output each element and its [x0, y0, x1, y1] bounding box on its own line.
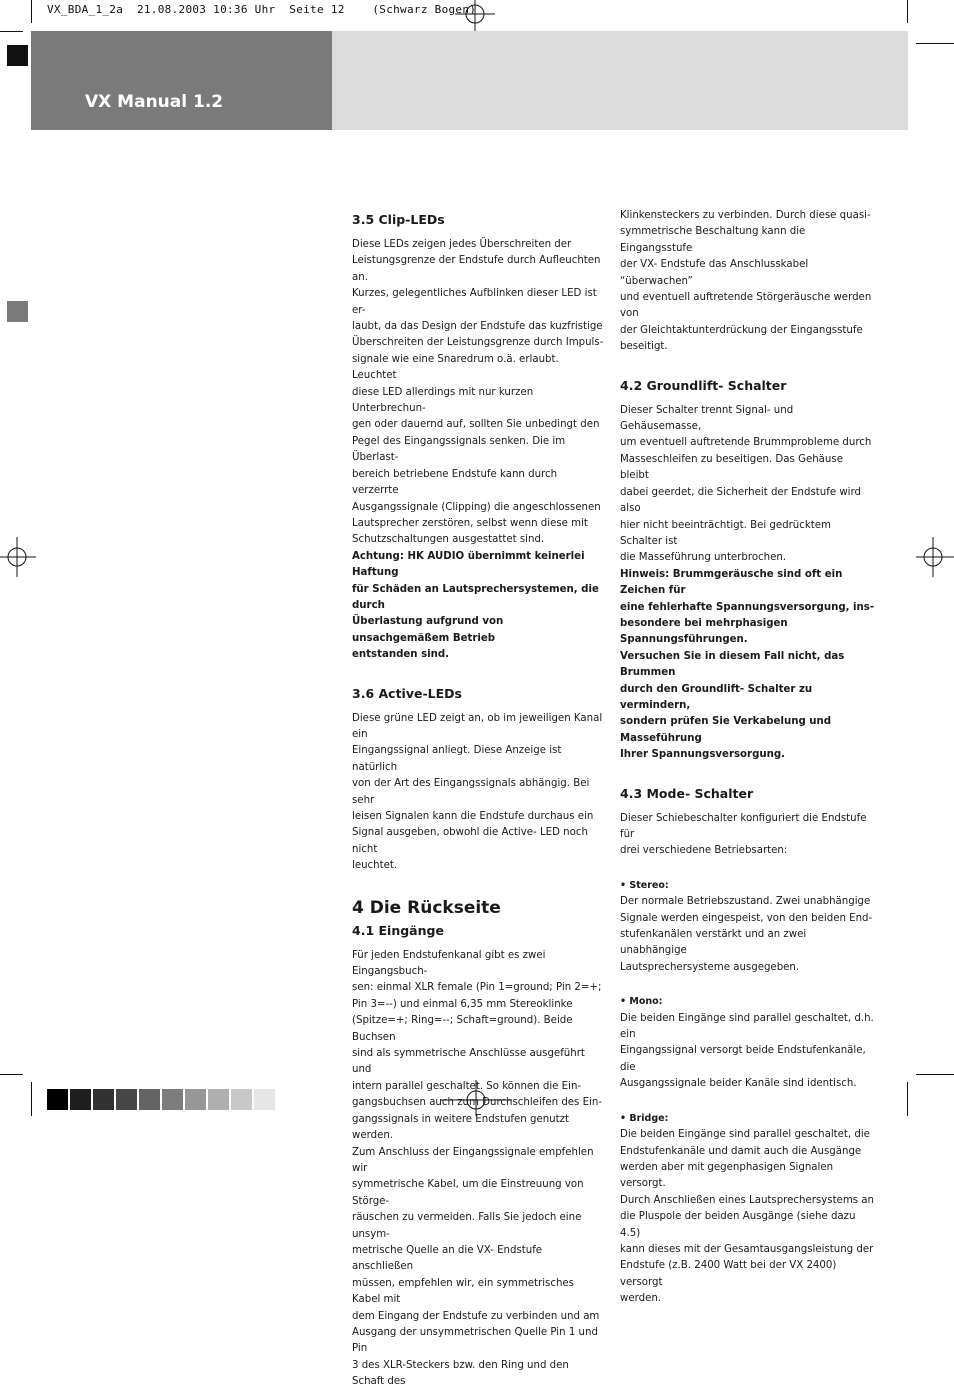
header-band-light [332, 31, 908, 130]
text-line: Ausgang der unsymmetrischen Quelle Pin 1 und Pin [352, 1326, 598, 1355]
text-line: symmetrische Beschaltung kann die Eingangsstufe [620, 226, 806, 254]
gray-swatch [116, 1089, 137, 1110]
text-line: hier nicht beeinträchtigt. Bei gedrücktem Schalter ist [620, 519, 831, 547]
text-line: sind als symmetrische Anschlüsse ausgeführt und [352, 1048, 585, 1076]
text-line: stufenkanälen verstärkt und an zwei unabhängige [620, 929, 807, 957]
text-line: müssen, empfehlen wir, ein symmetrisches Kabel mit [352, 1277, 574, 1306]
text-line: kann dieses mit der Gesamtausgangsleistung der [620, 1243, 874, 1255]
text-line: gangssignals in weitere Endstufen genutzt werden. [352, 1113, 569, 1142]
hint-line: Hinweis: Brummgeräusche sind oft ein Zeichen für [620, 568, 843, 597]
mode-label-bridge: • Bridge: [620, 1112, 669, 1124]
hint-line: besondere bei mehrphasigen Spannungsführungen. [620, 617, 788, 646]
text-line: Leistungsgrenze der Endstufe durch Aufleuchten an. [352, 255, 601, 283]
mode-bridge-body [620, 1127, 875, 1307]
section-3-5-body [352, 237, 604, 664]
text-line: räuschen zu vermeiden. Falls Sie jedoch eine unsym- [352, 1212, 582, 1240]
registration-mark-right [916, 537, 954, 577]
text-line: (Spitze=+; Ring=--; Schaft=ground). Beide Buchsen [352, 1015, 573, 1043]
crop-mark [907, 1082, 908, 1116]
hint-line: eine fehlerhafte Spannungsversorgung, ins- [620, 601, 875, 613]
text-line: Dieser Schalter trennt Signal- und Gehäusemasse, [620, 404, 794, 433]
section-heading: 3.5 Clip-LEDs [352, 212, 445, 227]
section-heading: 4.2 Groundlift- Schalter [620, 377, 787, 393]
text-line: signale wie eine Snaredrum o.ä. erlaubt. Leuchtet [352, 353, 559, 382]
text-line: Masseschleifen zu beseitigen. Das Gehäuse bleibt [620, 453, 843, 482]
text-line: dabei geerdet, die Sicherheit der Endstufe wird also [620, 486, 861, 515]
registration-mark-top [455, 0, 495, 32]
text-line: sen: einmal XLR female (Pin 1=ground; Pin 2=+; [352, 982, 602, 994]
text-line: beseitigt. [620, 341, 668, 353]
text-line: Diese LEDs zeigen jedes Überschreiten der [352, 239, 572, 250]
text-line: Diese grüne LED zeigt an, ob im jeweiligen Kanal ein [352, 712, 603, 740]
text-line: symmetrische Kabel, um die Einstreuung von Störge- [352, 1179, 584, 1207]
hint-line: durch den Groundlift- Schalter zu vermindern, [620, 683, 813, 711]
text-line: um eventuell auftretende Brummprobleme durch [620, 437, 872, 449]
text-line: laubt, da das Design der Endstufe das kuzfristige [352, 321, 603, 333]
warning-line: Überlastung aufgrund von unsachgemäßem Betrieb [352, 616, 504, 644]
hint-line: sondern prüfen Sie Verkabelung und Masseführung [620, 716, 832, 744]
section-3-6-body [352, 711, 604, 875]
text-line: Eingangssignal versorgt beide Endstufenkanäle, die [620, 1045, 866, 1073]
left-column [352, 212, 604, 1391]
text-line: Zum Anschluss der Eingangssignale empfehlen wir [352, 1146, 594, 1174]
margin-marker-gray [7, 301, 28, 322]
section-heading: 3.6 Active-LEDs [352, 685, 462, 701]
text-line: werden. [620, 1293, 662, 1305]
right-column [620, 208, 875, 1308]
text-line: dem Eingang der Endstufe zu verbinden und am [352, 1310, 600, 1322]
crop-mark [31, 1082, 32, 1116]
text-line: Ausgangssignale (Clipping) die angeschlossenen [352, 501, 601, 513]
text-line: metrische Quelle an die VX- Endstufe anschließen [352, 1244, 543, 1273]
gray-swatch [70, 1089, 91, 1110]
text-line: und eventuell auftretende Störgeräusche werden von [620, 292, 872, 320]
crop-mark [916, 1074, 954, 1075]
text-line: Der normale Betriebszustand. Zwei unabhängige [620, 896, 871, 908]
text-line: Überschreiten der Leistungsgrenze durch Impuls- [352, 337, 604, 349]
warning-line: entstanden sind. [352, 649, 450, 661]
text-line: Pegel des Eingangssignals senken. Die im Überlast- [352, 435, 566, 464]
text-line: Endstufe (z.B. 2400 Watt bei der VX 2400) versorgt [620, 1260, 837, 1288]
gray-swatch [208, 1089, 229, 1110]
mode-label-mono: • Mono: [620, 996, 663, 1008]
chapter-heading: 4 Die Rückseite [352, 897, 501, 918]
print-slug: VX_BDA_1_2a 21.08.2003 10:36 Uhr Seite 12 (Schwarz Bogen) [47, 3, 477, 16]
text-line: gen oder dauernd auf, sollten Sie unbedingt den [352, 419, 600, 431]
text-line: die Pluspole der beiden Ausgänge (siehe dazu 4.5) [620, 1211, 856, 1239]
text-line: Kurzes, gelegentliches Aufblinken dieser LED ist er- [352, 288, 597, 316]
crop-mark [0, 31, 23, 32]
text-line: werden aber mit gegenphasigen Signalen versorgt. [620, 1161, 834, 1190]
crop-mark [0, 1074, 23, 1075]
header-band-dark [31, 31, 332, 130]
text-line: Pin 3=--) und einmal 6,35 mm Stereoklinke [352, 998, 573, 1010]
gray-swatch [254, 1089, 275, 1110]
gray-swatch [231, 1089, 252, 1110]
warning-line: für Schäden an Lautsprechersystemen, die durch [352, 583, 599, 611]
text-line: Signale werden eingespeist, von den beiden End- [620, 912, 873, 924]
section-4-1-continued [620, 208, 875, 356]
gray-swatch [93, 1089, 114, 1110]
hint-line: Ihrer Spannungsversorgung. [620, 749, 786, 761]
text-line: leisen Signalen kann die Endstufe durchaus ein [352, 811, 594, 822]
mode-mono-body [620, 1011, 875, 1093]
crop-mark [916, 43, 954, 44]
text-line: 3 des XLR-Steckers bzw. den Ring und den Schaft des [352, 1359, 569, 1388]
text-line: Endstufenkanäle und damit auch die Ausgänge [620, 1145, 862, 1157]
text-line: gangsbuchsen auch zum Durchschleifen des Ein- [352, 1097, 603, 1109]
text-line: intern parallel geschaltet. So können die Ein- [352, 1080, 582, 1092]
text-line: Eingangssignal anliegt. Diese Anzeige ist natürlich [352, 745, 562, 773]
section-4-1-body [352, 948, 604, 1391]
text-line: Schutzschaltungen ausgestattet sind. [352, 534, 545, 546]
gray-swatch [139, 1089, 160, 1110]
text-line: Klinkensteckers zu verbinden. Durch diese quasi- [620, 210, 871, 221]
text-line: Lautsprecher zerstören, selbst wenn diese mit [352, 517, 588, 529]
text-line: Lautsprechersysteme ausgegeben. [620, 961, 800, 973]
text-line: Die beiden Eingänge sind parallel geschaltet, d.h. ein [620, 1012, 874, 1041]
text-line: Durch Anschließen eines Lautsprechersystems an [620, 1194, 874, 1206]
text-line: Die beiden Eingänge sind parallel geschaltet, die [620, 1129, 870, 1141]
crop-mark [31, 0, 32, 23]
text-line: der VX- Endstufe das Anschlusskabel “überwachen” [620, 259, 809, 287]
text-line: drei verschiedene Betriebsarten: [620, 845, 788, 857]
text-line: Für jeden Endstufenkanal gibt es zwei Eingangsbuch- [352, 949, 546, 978]
gray-swatch [185, 1089, 206, 1110]
gray-swatch [47, 1089, 68, 1110]
text-line: leuchtet. [352, 860, 398, 872]
crop-mark [907, 0, 908, 23]
section-heading: 4.1 Eingänge [352, 922, 444, 938]
text-line: der Gleichtaktunterdrückung der Eingangsstufe [620, 324, 863, 336]
text-line: Ausgangssignale beider Kanäle sind identisch. [620, 1078, 857, 1090]
hint-line: Versuchen Sie in diesem Fall nicht, das Brummen [620, 650, 845, 679]
grayscale-swatches [47, 1089, 277, 1110]
text-line: Dieser Schiebeschalter konfiguriert die Endstufe für [620, 812, 867, 840]
text-line: die Masseführung unterbrochen. [620, 552, 787, 564]
text-line: bereich betriebene Endstufe kann durch verzerrte [352, 468, 558, 497]
section-4-2-body [620, 403, 875, 764]
mode-stereo-body [620, 894, 875, 976]
mode-label-stereo: • Stereo: [620, 879, 669, 891]
manual-title: VX Manual 1.2 [85, 92, 224, 112]
section-4-3-body [620, 811, 875, 860]
text-line: Signal ausgeben, obwohl die Active- LED noch nicht [352, 827, 588, 855]
registration-mark-left [0, 537, 36, 577]
text-line: von der Art des Eingangssignals abhängig. Bei sehr [352, 778, 590, 806]
text-line: diese LED allerdings mit nur kurzen Unterbrechun- [352, 386, 534, 415]
margin-marker-black [7, 45, 28, 66]
section-heading: 4.3 Mode- Schalter [620, 785, 754, 801]
warning-line: Achtung: HK AUDIO übernimmt keinerlei Haftung [352, 550, 585, 579]
gray-swatch [162, 1089, 183, 1110]
